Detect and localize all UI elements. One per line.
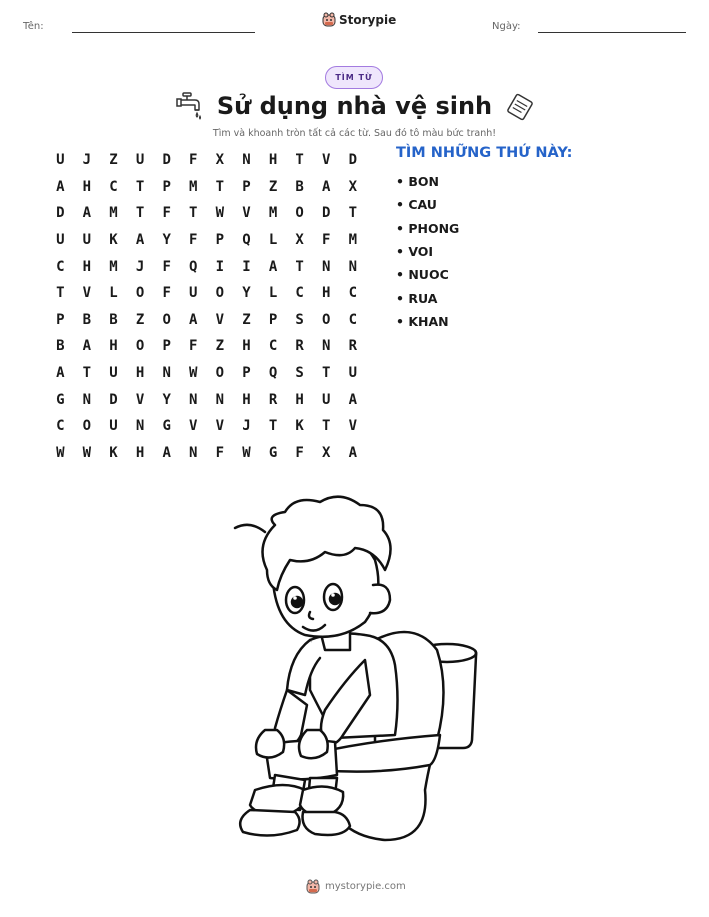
grid-cell[interactable]: G xyxy=(56,391,65,408)
grid-cell[interactable]: D xyxy=(56,205,65,222)
grid-cell[interactable]: Z xyxy=(242,311,251,328)
grid-cell[interactable]: Z xyxy=(109,152,118,169)
grid-cell[interactable]: J xyxy=(135,258,145,275)
grid-cell[interactable]: L xyxy=(109,285,118,302)
grid-row xyxy=(47,147,366,174)
grid-cell[interactable]: V xyxy=(348,418,358,435)
grid-cell[interactable]: A xyxy=(268,258,278,275)
grid-cell[interactable]: L xyxy=(268,285,278,302)
grid-cell[interactable]: H xyxy=(82,178,92,195)
brand-name: Storypie xyxy=(339,12,397,27)
grid-cell[interactable]: F xyxy=(215,444,225,461)
grid-cell[interactable]: C xyxy=(348,285,358,302)
grid-cell[interactable]: N xyxy=(322,338,331,355)
grid-cell[interactable]: K xyxy=(295,418,304,435)
word-item: • RUA xyxy=(396,290,438,306)
grid-cell[interactable]: T xyxy=(135,178,145,195)
word-list xyxy=(396,170,459,333)
grid-cell[interactable]: O xyxy=(135,285,145,302)
grid-cell[interactable]: C xyxy=(268,338,278,355)
word-item: • KHAN xyxy=(396,313,449,329)
grid-cell[interactable]: B xyxy=(295,178,304,195)
grid-cell[interactable]: A xyxy=(189,311,198,328)
grid-cell[interactable]: S xyxy=(295,311,304,328)
grid-cell[interactable]: P xyxy=(242,365,251,382)
grid-cell[interactable]: F xyxy=(162,258,171,275)
grid-cell[interactable]: D xyxy=(162,152,171,169)
grid-row xyxy=(47,174,366,201)
storypie-logo-icon xyxy=(322,12,336,27)
grid-cell[interactable]: M xyxy=(189,178,198,195)
grid-cell[interactable]: H xyxy=(135,365,145,382)
grid-cell[interactable]: M xyxy=(109,205,118,222)
grid-cell[interactable]: H xyxy=(268,152,278,169)
grid-cell[interactable]: O xyxy=(82,418,92,435)
grid-cell[interactable]: D xyxy=(322,205,331,222)
grid-cell[interactable]: H xyxy=(242,338,251,355)
grid-cell[interactable]: T xyxy=(56,285,65,302)
grid-cell[interactable]: F xyxy=(295,444,304,461)
grid-cell[interactable]: H xyxy=(322,285,331,302)
word-item: • CAU xyxy=(396,197,437,213)
grid-cell[interactable]: H xyxy=(295,391,304,408)
grid-cell[interactable]: C xyxy=(56,258,65,275)
grid-cell[interactable]: I xyxy=(215,258,225,275)
grid-cell[interactable]: N xyxy=(189,391,198,408)
grid-cell[interactable]: F xyxy=(189,338,198,355)
grid-cell[interactable]: U xyxy=(348,365,358,382)
grid-cell[interactable]: O xyxy=(215,365,225,382)
grid-cell[interactable]: B xyxy=(56,338,65,355)
grid-row xyxy=(47,280,366,307)
grid-cell[interactable]: A xyxy=(82,205,92,222)
grid-row xyxy=(47,227,366,254)
storypie-logo-icon xyxy=(306,879,320,894)
grid-cell[interactable]: T xyxy=(295,258,304,275)
grid-cell[interactable]: A xyxy=(348,391,358,408)
grid-cell[interactable]: X xyxy=(215,152,225,169)
grid-cell[interactable]: U xyxy=(109,365,118,382)
grid-cell[interactable]: Q xyxy=(242,232,251,249)
grid-cell[interactable]: C xyxy=(109,178,118,195)
footer xyxy=(306,879,406,894)
grid-cell[interactable]: A xyxy=(322,178,331,195)
word-item: • BON xyxy=(396,174,439,190)
grid-row xyxy=(47,386,366,413)
grid-cell[interactable]: P xyxy=(268,311,278,328)
word-item: • NUOC xyxy=(396,267,449,283)
grid-cell[interactable]: U xyxy=(56,232,65,249)
date-label: Ngày: xyxy=(492,21,521,32)
grid-cell[interactable]: O xyxy=(295,205,304,222)
grid-cell[interactable]: Y xyxy=(162,232,171,249)
footer-url[interactable]: mystorypie.com xyxy=(325,881,406,892)
grid-cell[interactable]: F xyxy=(189,232,198,249)
grid-cell[interactable]: Q xyxy=(189,258,198,275)
grid-cell[interactable]: Y xyxy=(162,391,171,408)
grid-cell[interactable]: N xyxy=(189,444,198,461)
grid-cell[interactable]: N xyxy=(82,391,92,408)
word-search-grid[interactable] xyxy=(47,147,366,466)
grid-cell[interactable]: D xyxy=(109,391,118,408)
grid-cell[interactable]: U xyxy=(189,285,198,302)
date-field[interactable] xyxy=(538,32,686,33)
grid-cell[interactable]: V xyxy=(215,311,225,328)
grid-cell[interactable]: N xyxy=(348,258,358,275)
grid-cell[interactable]: C xyxy=(56,418,65,435)
boy-on-toilet-illustration[interactable] xyxy=(225,490,485,850)
grid-cell[interactable]: P xyxy=(162,178,171,195)
grid-cell[interactable]: P xyxy=(162,338,171,355)
grid-cell[interactable]: N xyxy=(135,418,145,435)
grid-cell[interactable]: H xyxy=(135,444,145,461)
grid-cell[interactable]: V xyxy=(189,418,198,435)
grid-cell[interactable]: Z xyxy=(135,311,145,328)
grid-row xyxy=(47,253,366,280)
grid-cell[interactable]: Q xyxy=(268,365,278,382)
grid-cell[interactable]: P xyxy=(215,232,225,249)
word-item: • VOI xyxy=(396,244,434,260)
grid-cell[interactable]: U xyxy=(82,232,92,249)
grid-cell[interactable]: Z xyxy=(215,338,225,355)
grid-cell[interactable]: N xyxy=(215,391,225,408)
grid-cell[interactable]: F xyxy=(162,205,171,222)
activity-badge: TÌM TỪ xyxy=(325,66,383,89)
grid-cell[interactable]: M xyxy=(109,258,118,275)
grid-cell[interactable]: X xyxy=(348,178,358,195)
grid-cell[interactable]: A xyxy=(56,178,65,195)
grid-cell[interactable]: G xyxy=(268,444,278,461)
grid-cell[interactable]: U xyxy=(56,152,65,169)
grid-row xyxy=(47,413,366,440)
grid-cell[interactable]: B xyxy=(82,311,92,328)
grid-cell[interactable]: O xyxy=(135,338,145,355)
grid-cell[interactable]: C xyxy=(348,311,358,328)
grid-cell[interactable]: A xyxy=(135,232,145,249)
grid-cell[interactable]: Y xyxy=(242,285,251,302)
grid-cell[interactable]: M xyxy=(268,205,278,222)
grid-cell[interactable]: A xyxy=(162,444,171,461)
grid-cell[interactable]: R xyxy=(348,338,358,355)
name-label: Tên: xyxy=(23,21,44,32)
grid-row xyxy=(47,440,366,467)
grid-cell[interactable]: T xyxy=(348,205,358,222)
grid-row xyxy=(47,307,366,334)
grid-cell[interactable]: D xyxy=(348,152,358,169)
grid-cell[interactable]: B xyxy=(109,311,118,328)
grid-cell[interactable]: F xyxy=(189,152,198,169)
grid-cell[interactable]: O xyxy=(215,285,225,302)
grid-cell[interactable]: K xyxy=(109,232,118,249)
grid-cell[interactable]: R xyxy=(295,338,304,355)
grid-cell[interactable]: N xyxy=(322,258,331,275)
grid-cell[interactable]: I xyxy=(242,258,251,275)
grid-cell[interactable]: W xyxy=(56,444,65,461)
grid-cell[interactable]: T xyxy=(295,152,304,169)
grid-cell[interactable]: T xyxy=(322,418,331,435)
word-item: • PHONG xyxy=(396,220,460,236)
grid-row xyxy=(47,360,366,387)
grid-cell[interactable]: O xyxy=(322,311,331,328)
grid-cell[interactable]: X xyxy=(295,232,304,249)
grid-cell[interactable]: T xyxy=(135,205,145,222)
grid-cell[interactable]: F xyxy=(322,232,331,249)
grid-cell[interactable]: A xyxy=(56,365,65,382)
grid-cell[interactable]: T xyxy=(82,365,92,382)
grid-cell[interactable]: W xyxy=(215,205,225,222)
grid-cell[interactable]: H xyxy=(82,258,92,275)
grid-row xyxy=(47,200,366,227)
grid-cell[interactable]: W xyxy=(242,444,251,461)
grid-cell[interactable]: T xyxy=(189,205,198,222)
grid-cell[interactable]: K xyxy=(109,444,118,461)
grid-cell[interactable]: S xyxy=(295,365,304,382)
page-title: Sử dụng nhà vệ sinh xyxy=(216,92,493,120)
grid-cell[interactable]: V xyxy=(82,285,92,302)
grid-cell[interactable]: H xyxy=(242,391,251,408)
grid-cell[interactable]: V xyxy=(322,152,331,169)
grid-cell[interactable]: O xyxy=(162,311,171,328)
notepad-icon xyxy=(505,93,535,121)
word-list-title: TÌM NHỮNG THỨ NÀY: xyxy=(396,145,573,161)
grid-cell[interactable]: V xyxy=(215,418,225,435)
grid-cell[interactable]: R xyxy=(268,391,278,408)
grid-cell[interactable]: P xyxy=(56,311,65,328)
grid-cell[interactable]: J xyxy=(82,152,92,169)
grid-cell[interactable]: N xyxy=(162,365,171,382)
grid-cell[interactable]: U xyxy=(109,418,118,435)
grid-cell[interactable]: T xyxy=(268,418,278,435)
grid-cell[interactable]: T xyxy=(322,365,331,382)
grid-cell[interactable]: W xyxy=(189,365,198,382)
grid-cell[interactable]: V xyxy=(135,391,145,408)
grid-cell[interactable]: U xyxy=(135,152,145,169)
grid-cell[interactable]: G xyxy=(162,418,171,435)
grid-cell[interactable]: M xyxy=(348,232,358,249)
grid-cell[interactable]: X xyxy=(322,444,331,461)
grid-cell[interactable]: L xyxy=(268,232,278,249)
grid-cell[interactable]: J xyxy=(242,418,251,435)
grid-cell[interactable]: C xyxy=(295,285,304,302)
name-field[interactable] xyxy=(72,32,255,33)
grid-cell[interactable]: W xyxy=(82,444,92,461)
grid-cell[interactable]: A xyxy=(348,444,358,461)
grid-cell[interactable]: T xyxy=(215,178,225,195)
grid-cell[interactable]: Z xyxy=(268,178,278,195)
grid-cell[interactable]: P xyxy=(242,178,251,195)
grid-cell[interactable]: V xyxy=(242,205,251,222)
grid-row xyxy=(47,333,366,360)
grid-cell[interactable]: H xyxy=(109,338,118,355)
brand xyxy=(322,12,396,27)
grid-cell[interactable]: N xyxy=(242,152,251,169)
grid-cell[interactable]: F xyxy=(162,285,171,302)
grid-cell[interactable]: U xyxy=(322,391,331,408)
instructions: Tìm và khoanh tròn tất cả các từ. Sau đó tô màu bức tranh! xyxy=(212,128,497,139)
grid-cell[interactable]: A xyxy=(82,338,92,355)
